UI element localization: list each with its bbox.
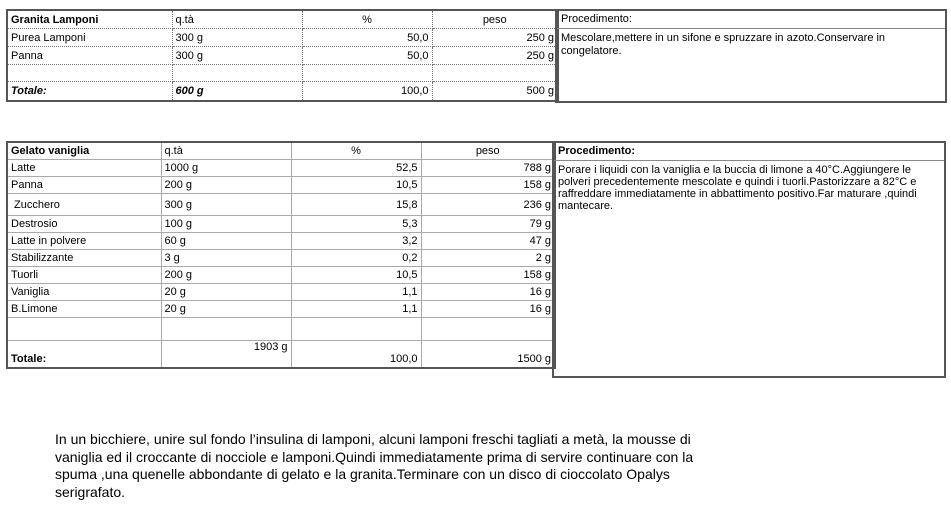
gelato-procedure-panel <box>552 141 946 378</box>
table-cell: 300 g <box>172 47 302 65</box>
table-cell: 158 g <box>421 267 555 284</box>
table-cell: 788 g <box>421 160 555 177</box>
table-cell: Zucchero <box>7 194 161 216</box>
procedure-title: Procedimento: <box>557 11 945 29</box>
table-cell: 3 g <box>161 250 291 267</box>
table-cell <box>421 318 555 341</box>
table-cell: Vaniglia <box>7 284 161 301</box>
total-weight: 1500 g <box>517 353 551 365</box>
table-cell: 236 g <box>421 194 555 216</box>
table-cell: Destrosio <box>7 216 161 233</box>
table-header-cell: Granita Lamponi <box>7 10 172 29</box>
table-row <box>7 177 555 194</box>
table-header-cell: % <box>302 10 432 29</box>
total-label: Totale: <box>7 341 161 369</box>
table-cell <box>7 318 161 341</box>
table-header-cell: peso <box>432 10 558 29</box>
table-cell <box>7 65 172 82</box>
table-cell: 5,3 <box>291 216 421 233</box>
table-cell: 200 g <box>161 177 291 194</box>
table-cell <box>291 318 421 341</box>
table-row <box>7 284 555 301</box>
table-cell: 60 g <box>161 233 291 250</box>
granita-table <box>6 9 559 102</box>
table-cell: Panna <box>7 177 161 194</box>
table-cell: 47 g <box>421 233 555 250</box>
table-cell: 16 g <box>421 284 555 301</box>
table-row <box>7 216 555 233</box>
table-header-cell: % <box>291 142 421 160</box>
table-cell: 300 g <box>172 29 302 47</box>
table-cell: Purea Lamponi <box>7 29 172 47</box>
table-cell: Latte in polvere <box>7 233 161 250</box>
table-cell: 1,1 <box>291 284 421 301</box>
total-label: Totale: <box>7 82 172 102</box>
table-cell: 2 g <box>421 250 555 267</box>
table-cell: Stabilizzante <box>7 250 161 267</box>
table-cell <box>432 65 558 82</box>
table-cell: 10,5 <box>291 177 421 194</box>
table-cell: 50,0 <box>302 29 432 47</box>
total-row <box>7 82 558 102</box>
table-cell: 250 g <box>432 29 558 47</box>
table-cell: 158 g <box>421 177 555 194</box>
table-cell: 16 g <box>421 301 555 318</box>
assembly-note: In un bicchiere, unire sul fondo l’insulina di lamponi, alcuni lamponi freschi tagliati a metà, la mousse di vaniglia ed il croccante di nocciole e lamponi.Quindi immediatamente prima di servire continuare con la spuma ,una quenelle abbondante di gelato e la granita.Terminare con un disco di cioccolato Opalys serigrafato. <box>55 431 694 500</box>
table-row <box>7 47 558 65</box>
table-cell: Panna <box>7 47 172 65</box>
table-cell: 79 g <box>421 216 555 233</box>
table-cell: 15,8 <box>291 194 421 216</box>
table-cell: B.Limone <box>7 301 161 318</box>
table-cell: 250 g <box>432 47 558 65</box>
procedure-text: Porare i liquidi con la vaniglia e la buccia di limone a 40°C.Aggiungere le polveri precedentemente mescolate e quindi i tuorli.Pastorizzare a 82°C e raffreddare immediatamente in abbattimento positivo.Far maturare ,quindi mantecare. <box>558 164 917 212</box>
table-row <box>7 267 555 284</box>
table-header-row <box>7 10 558 29</box>
table-cell: Latte <box>7 160 161 177</box>
table-row <box>7 301 555 318</box>
table-cell: 100 g <box>161 216 291 233</box>
table-row <box>7 29 558 47</box>
table-row <box>7 194 555 216</box>
table-cell: 20 g <box>161 284 291 301</box>
table-cell <box>302 65 432 82</box>
total-qty: 1903 g <box>161 341 291 369</box>
table-cell: 20 g <box>161 301 291 318</box>
granita-procedure-panel <box>555 9 947 103</box>
total-percent: 100,0 <box>302 82 432 102</box>
procedure-title: Procedimento: <box>554 143 944 161</box>
table-header-cell: peso <box>421 142 555 160</box>
table-cell: 50,0 <box>302 47 432 65</box>
total-weight: 500 g <box>526 85 554 97</box>
table-row <box>7 233 555 250</box>
table-header-cell: q.tà <box>172 10 302 29</box>
table-header-row <box>7 142 555 160</box>
table-cell: 3,2 <box>291 233 421 250</box>
table-cell: 52,5 <box>291 160 421 177</box>
table-cell: 10,5 <box>291 267 421 284</box>
table-row <box>7 65 558 82</box>
table-cell <box>172 65 302 82</box>
gelato-table <box>6 141 556 369</box>
table-cell <box>161 318 291 341</box>
table-cell: Tuorli <box>7 267 161 284</box>
table-row <box>7 318 555 341</box>
table-cell: 1,1 <box>291 301 421 318</box>
table-cell: 0,2 <box>291 250 421 267</box>
table-cell: 300 g <box>161 194 291 216</box>
total-percent: 100,0 <box>291 341 421 369</box>
table-row <box>7 250 555 267</box>
table-header-cell: Gelato vaniglia <box>7 142 161 160</box>
procedure-text: Mescolare,mettere in un sifone e spruzzare in azoto.Conservare in congelatore. <box>561 32 886 57</box>
table-cell: 1000 g <box>161 160 291 177</box>
table-cell: 200 g <box>161 267 291 284</box>
total-qty: 600 g <box>172 82 302 102</box>
table-header-cell: q.tà <box>161 142 291 160</box>
table-row <box>7 160 555 177</box>
total-row <box>7 341 555 369</box>
